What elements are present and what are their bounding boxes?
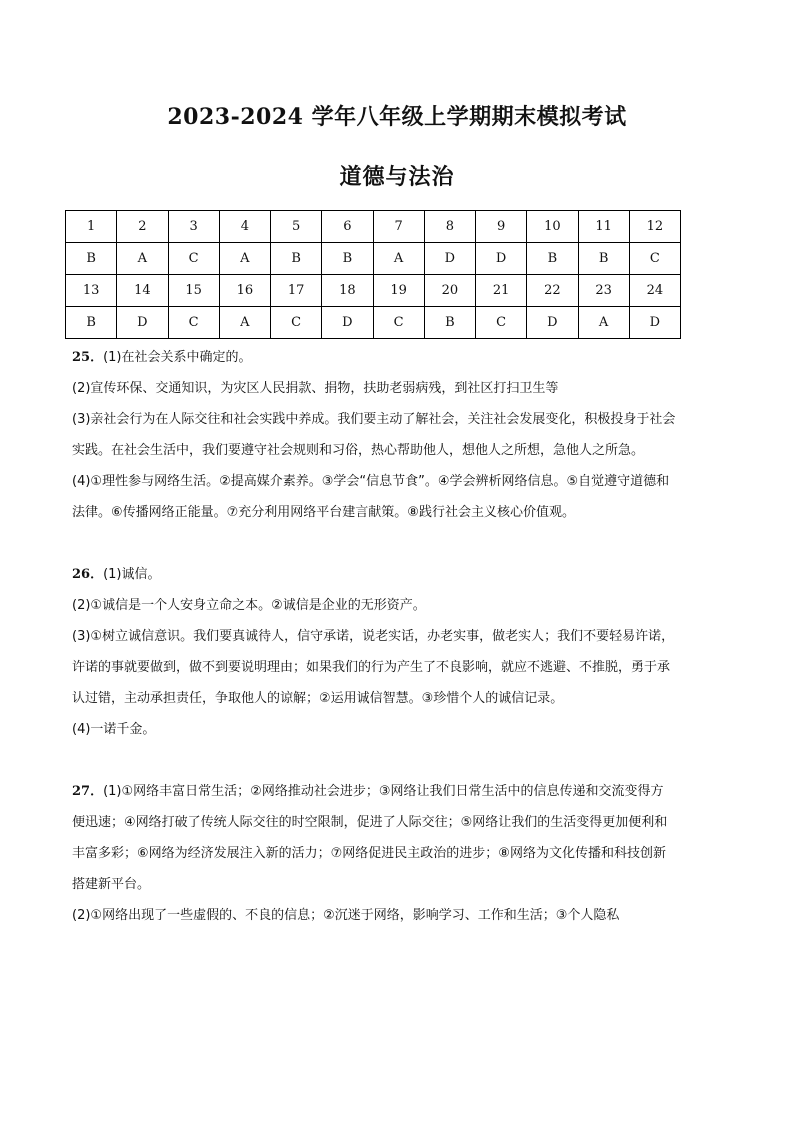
- question-number-cell: 11: [578, 211, 629, 243]
- answer-content: [72, 342, 676, 931]
- answer-cell: B: [66, 243, 117, 275]
- answer-cell: D: [629, 307, 680, 339]
- question-number-cell: 18: [322, 275, 373, 307]
- question-number-cell: 17: [271, 275, 322, 307]
- answer-cell: B: [66, 307, 117, 339]
- question-number-cell: 16: [219, 275, 270, 307]
- question-number-cell: 21: [476, 275, 527, 307]
- question-number-cell: 14: [117, 275, 168, 307]
- answer-text: (1)①网络丰富日常生活；②网络推动社会进步；③网络让我们日常生活中的信息传递和交流变得方便迅速；④网络打破了传统人际交往的时空限制，促进了人际交往；⑤网络让我们的生活变得更加便利和丰富多彩；⑥网络为经济发展注入新的活力；⑦网络促进民主政治的进步；⑧网络为文化传播和科技创新搭建新平台。: [72, 784, 668, 892]
- question-26: [72, 559, 676, 745]
- question-number-row: [66, 211, 681, 243]
- exam-title: 2023-2024 学年八年级上学期期末模拟考试: [167, 104, 627, 130]
- answer-cell: A: [117, 243, 168, 275]
- answer-row: [66, 307, 681, 339]
- question-number-cell: 24: [629, 275, 680, 307]
- answer-table: [65, 210, 681, 339]
- question-number-cell: 20: [424, 275, 475, 307]
- question-number-row: [66, 275, 681, 307]
- answer-cell: A: [578, 307, 629, 339]
- answer-cell: C: [629, 243, 680, 275]
- answer-cell: B: [424, 307, 475, 339]
- question-number-cell: 7: [373, 211, 424, 243]
- question-25: [72, 342, 676, 528]
- question-number-cell: 4: [219, 211, 270, 243]
- question-number-cell: 13: [66, 275, 117, 307]
- question-25-part-3: (3)亲社会行为在人际交往和社会实践中养成。我们要主动了解社会，关注社会发展变化，积极投身于社会实践。在社会生活中，我们要遵守社会规则和习俗，热心帮助他人，想他人之所想，急他人之所急。: [72, 412, 676, 458]
- answer-cell: B: [322, 243, 373, 275]
- question-number-cell: 3: [168, 211, 219, 243]
- answer-cell: D: [322, 307, 373, 339]
- answer-cell: A: [219, 307, 270, 339]
- question-number-cell: 2: [117, 211, 168, 243]
- answer-cell: D: [117, 307, 168, 339]
- answer-cell: B: [527, 243, 578, 275]
- question-number-cell: 6: [322, 211, 373, 243]
- answer-cell: B: [578, 243, 629, 275]
- question-number-cell: 9: [476, 211, 527, 243]
- question-number-cell: 8: [424, 211, 475, 243]
- question-25-part-1: [72, 342, 676, 373]
- answer-cell: D: [476, 243, 527, 275]
- question-26-part-4: (4)一诺千金。: [72, 722, 156, 737]
- question-number-cell: 1: [66, 211, 117, 243]
- answer-cell: C: [476, 307, 527, 339]
- question-number-cell: 5: [271, 211, 322, 243]
- question-25-part-4: (4)①理性参与网络生活。②提高媒介素养。③学会“信息节食”。④学会辨析网络信息。⑤自觉遵守道德和法律。⑥传播网络正能量。⑦充分利用网络平台建言献策。⑧践行社会主义核心价值观。: [72, 474, 670, 520]
- answer-text: (1)诚信。: [103, 567, 161, 582]
- question-number-cell: 23: [578, 275, 629, 307]
- question-27-part-1: [72, 776, 676, 900]
- question-number-cell: 12: [629, 211, 680, 243]
- question-26-part-3: (3)①树立诚信意识。我们要真诚待人，信守承诺，说老实话，办老实事，做老实人；我们不要轻易许诺，许诺的事就要做到，做不到要说明理由；如果我们的行为产生了不良影响，就应不逃避、不推脱，勇于承认过错，主动承担责任，争取他人的谅解；②运用诚信智慧。③珍惜个人的诚信记录。: [72, 629, 675, 706]
- question-number: 25．: [72, 350, 104, 365]
- subject-title: 道德与法治: [339, 165, 455, 190]
- question-number-cell: 10: [527, 211, 578, 243]
- question-25-part-2: (2)宣传环保、交通知识，为灾区人民捐款、捐物，扶助老弱病残，到社区打扫卫生等: [72, 381, 559, 396]
- answer-cell: A: [219, 243, 270, 275]
- question-number: 27．: [72, 784, 104, 799]
- answer-cell: D: [424, 243, 475, 275]
- question-26-part-2: (2)①诚信是一个人安身立命之本。②诚信是企业的无形资产。: [72, 598, 426, 613]
- question-number-cell: 22: [527, 275, 578, 307]
- answer-cell: C: [168, 243, 219, 275]
- answer-cell: C: [168, 307, 219, 339]
- answer-cell: A: [373, 243, 424, 275]
- answer-cell: D: [527, 307, 578, 339]
- question-27-part-2: (2)①网络出现了一些虚假的、不良的信息；②沉迷于网络，影响学习、工作和生活；③个人隐私: [72, 908, 620, 923]
- answer-cell: C: [373, 307, 424, 339]
- question-26-part-1: [72, 559, 676, 590]
- answer-cell: C: [271, 307, 322, 339]
- question-number-cell: 19: [373, 275, 424, 307]
- answer-cell: B: [271, 243, 322, 275]
- question-number: 26．: [72, 567, 104, 582]
- question-27: [72, 776, 676, 931]
- question-number-cell: 15: [168, 275, 219, 307]
- answer-row: [66, 243, 681, 275]
- answer-text: (1)在社会关系中确定的。: [103, 350, 252, 365]
